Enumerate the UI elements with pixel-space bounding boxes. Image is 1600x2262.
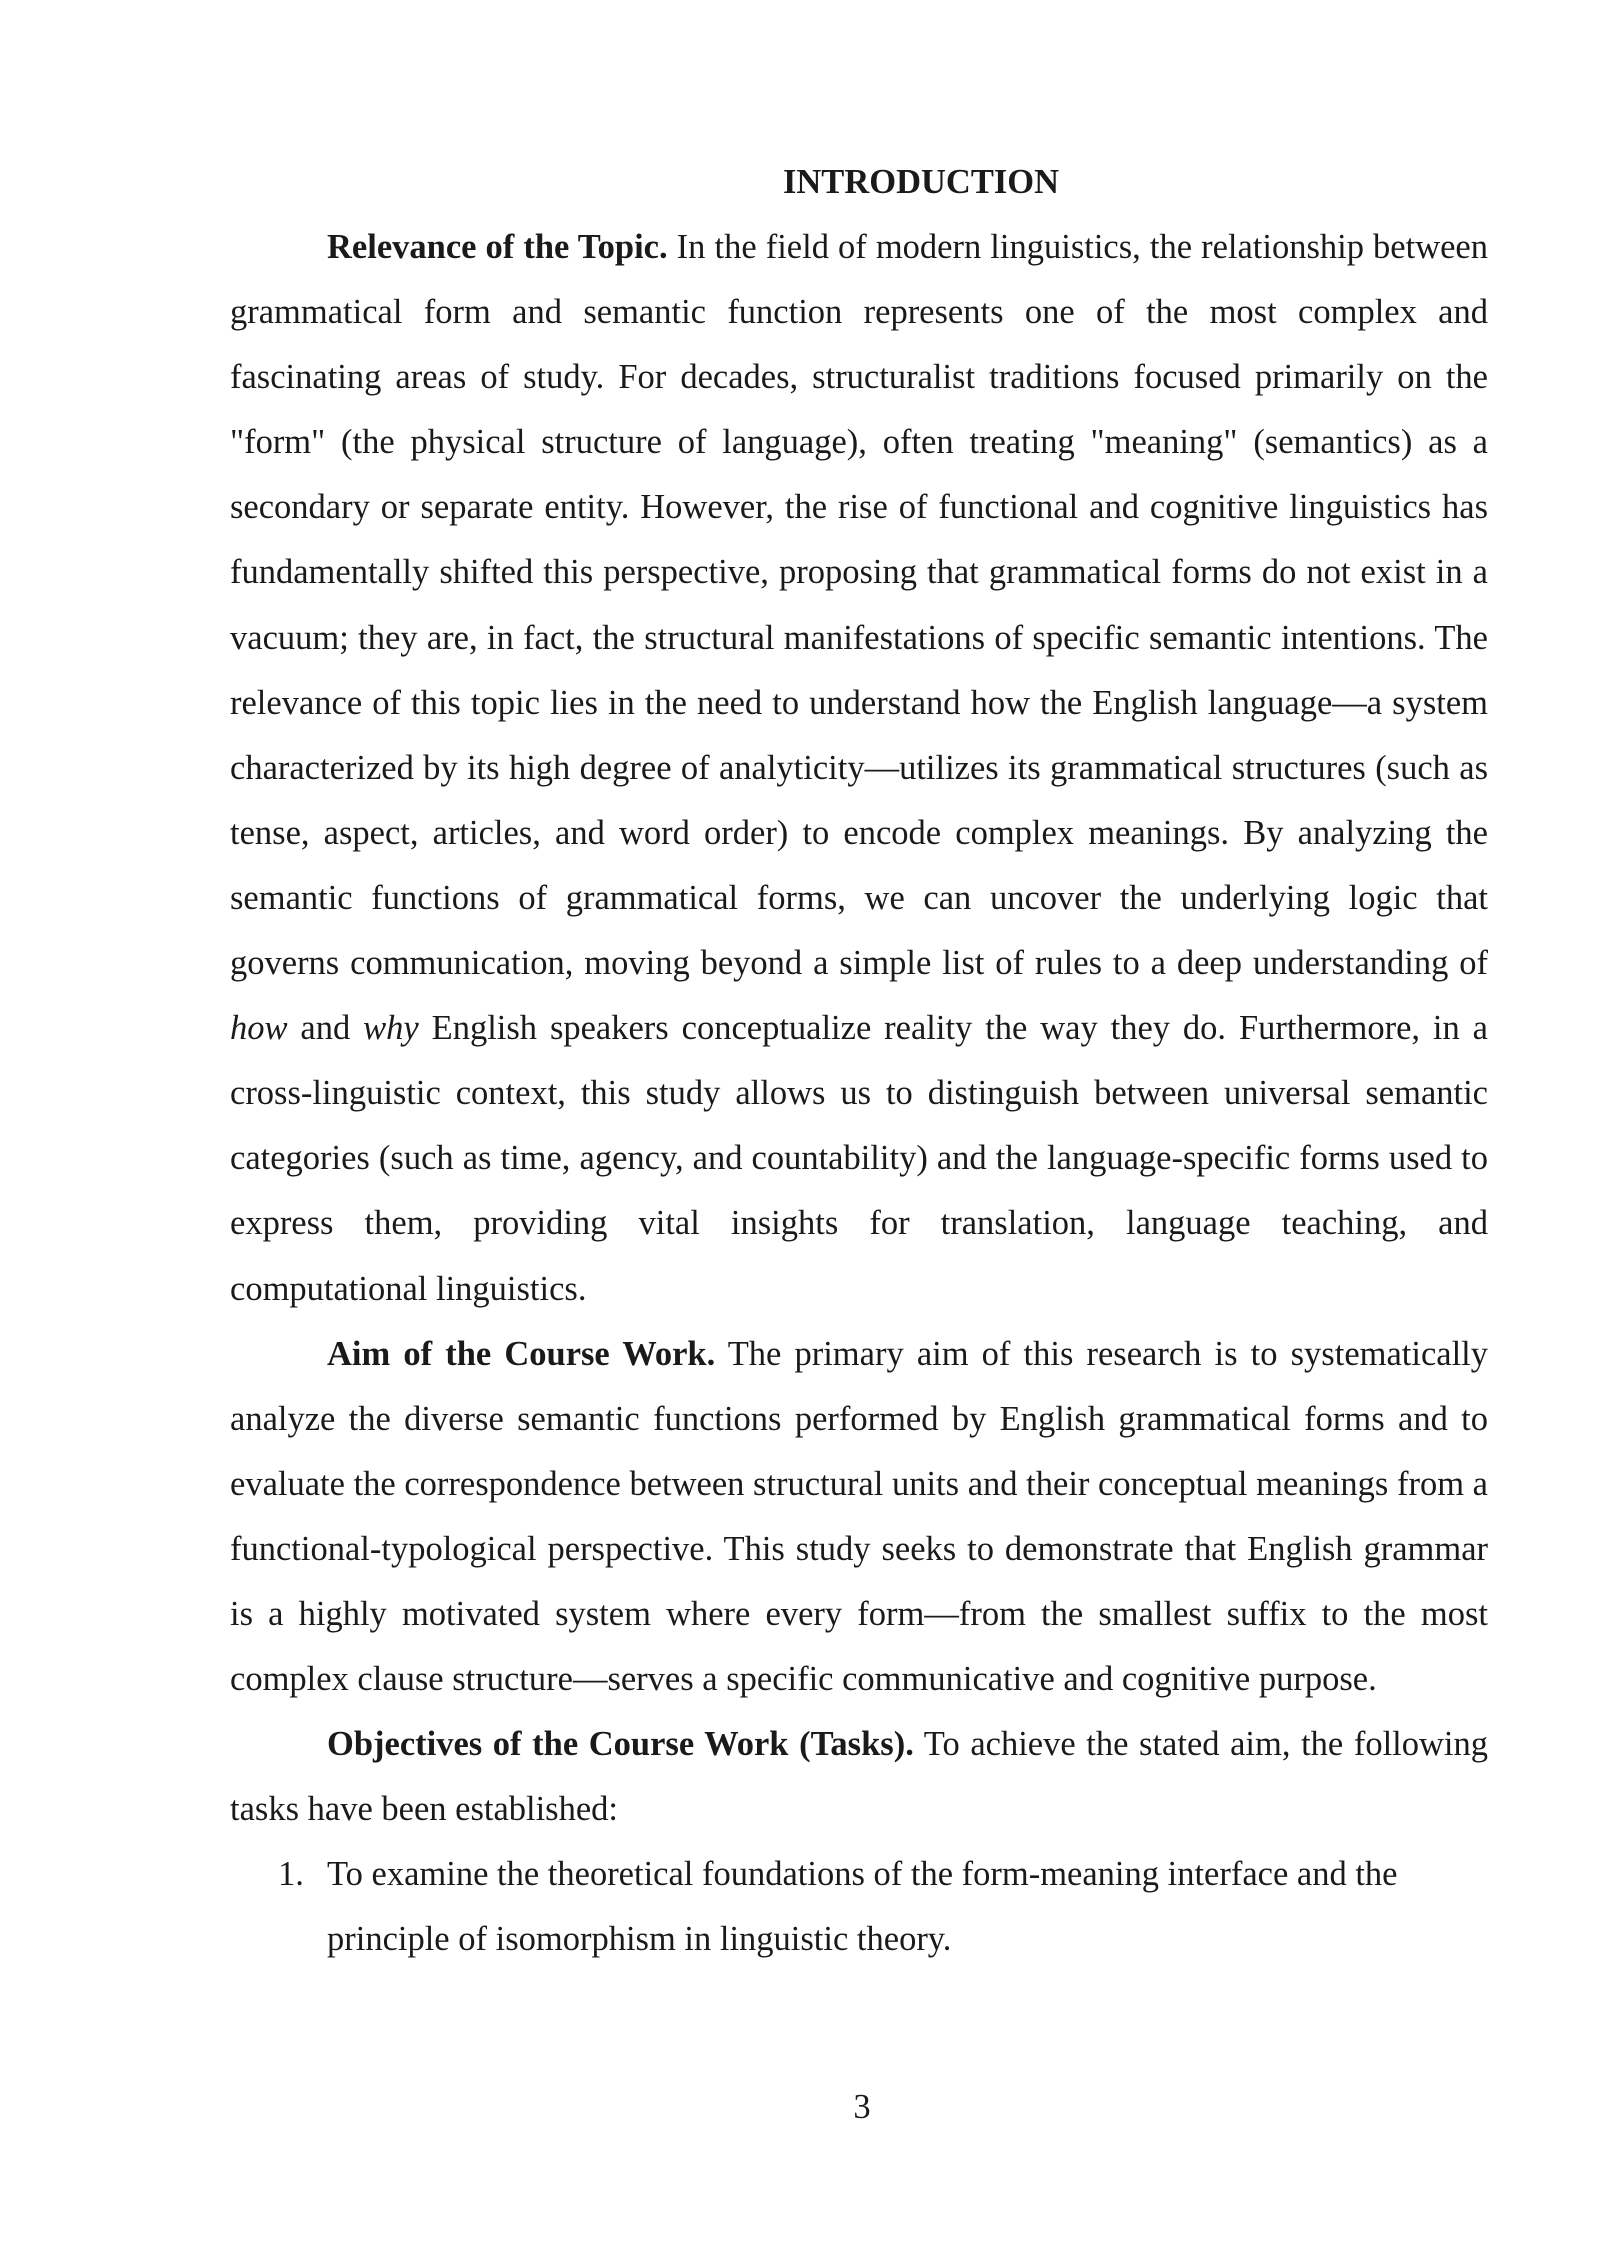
relevance-text-1: In the field of modern linguistics, the relationship between grammatical form and semantic function represents one of the most complex and fascinating areas of study. For decades, structuralist traditions focused primarily on the "form" (the physical structure of language), often treating "meaning" (semantics) as a secondary or separate entity. However, the rise of functional and cognitive linguistics has fundamentally shifted this perspective, proposing that grammatical forms do not exist in a vacuum; they are, in fact, the structural manifestations of specific semantic intentions. The relevance of this topic lies in the need to understand how the English language—a system characterized by its high degree of analyticity—utilizes its grammatical structures (such as tense, aspect, articles, and word order) to encode complex meanings. By analyzing the semantic functions of grammatical forms, we can uncover the underlying logic that governs communication, moving beyond a simple list of rules to a deep understanding of	[230, 228, 1488, 983]
section-heading: INTRODUCTION	[782, 163, 1060, 201]
list-item	[230, 1842, 1500, 1972]
list-item-number: 1.	[278, 1855, 304, 1894]
aim-text: The primary aim of this research is to systematically analyze the diverse semantic functions performed by English grammatical forms and to evaluate the correspondence between structural units and their conceptual meanings from a functional-typological perspective. This study seeks to demonstrate that English grammar is a highly motivated system where every form—from the smallest suffix to the most complex clause structure—serves a specific communicative and cognitive purpose.	[230, 1334, 1488, 1699]
page-number: 3	[853, 2088, 871, 2126]
relevance-emphasis-why: why	[363, 1009, 419, 1048]
relevance-emphasis-how: how	[230, 1009, 288, 1048]
relevance-paragraph	[230, 215, 1488, 1322]
relevance-label: Relevance of the Topic.	[327, 228, 668, 266]
objectives-text: To achieve the stated aim, the following tasks have been established:	[230, 1725, 1488, 1829]
objectives-paragraph	[230, 1712, 1488, 1842]
aim-label: Aim of the Course Work.	[327, 1334, 716, 1373]
list-item-text: To examine the theoretical foundations of the form-meaning interface and the principle of isomorphism in linguistic theory.	[327, 1855, 1398, 1959]
relevance-text-2: and	[287, 1009, 364, 1048]
objectives-label: Objectives of the Course Work (Tasks).	[327, 1725, 914, 1764]
relevance-text-3: English speakers conceptualize reality the way they do. Furthermore, in a cross-linguistic context, this study allows us to distinguish between universal semantic categories (such as time, agency, and countability) and the language-specific forms used to express them, providing vital insights for translation, language teaching, and computational linguistics.	[230, 1009, 1488, 1308]
task-list	[230, 1842, 1488, 1972]
document-page	[230, 150, 1488, 1973]
aim-paragraph	[230, 1322, 1488, 1713]
